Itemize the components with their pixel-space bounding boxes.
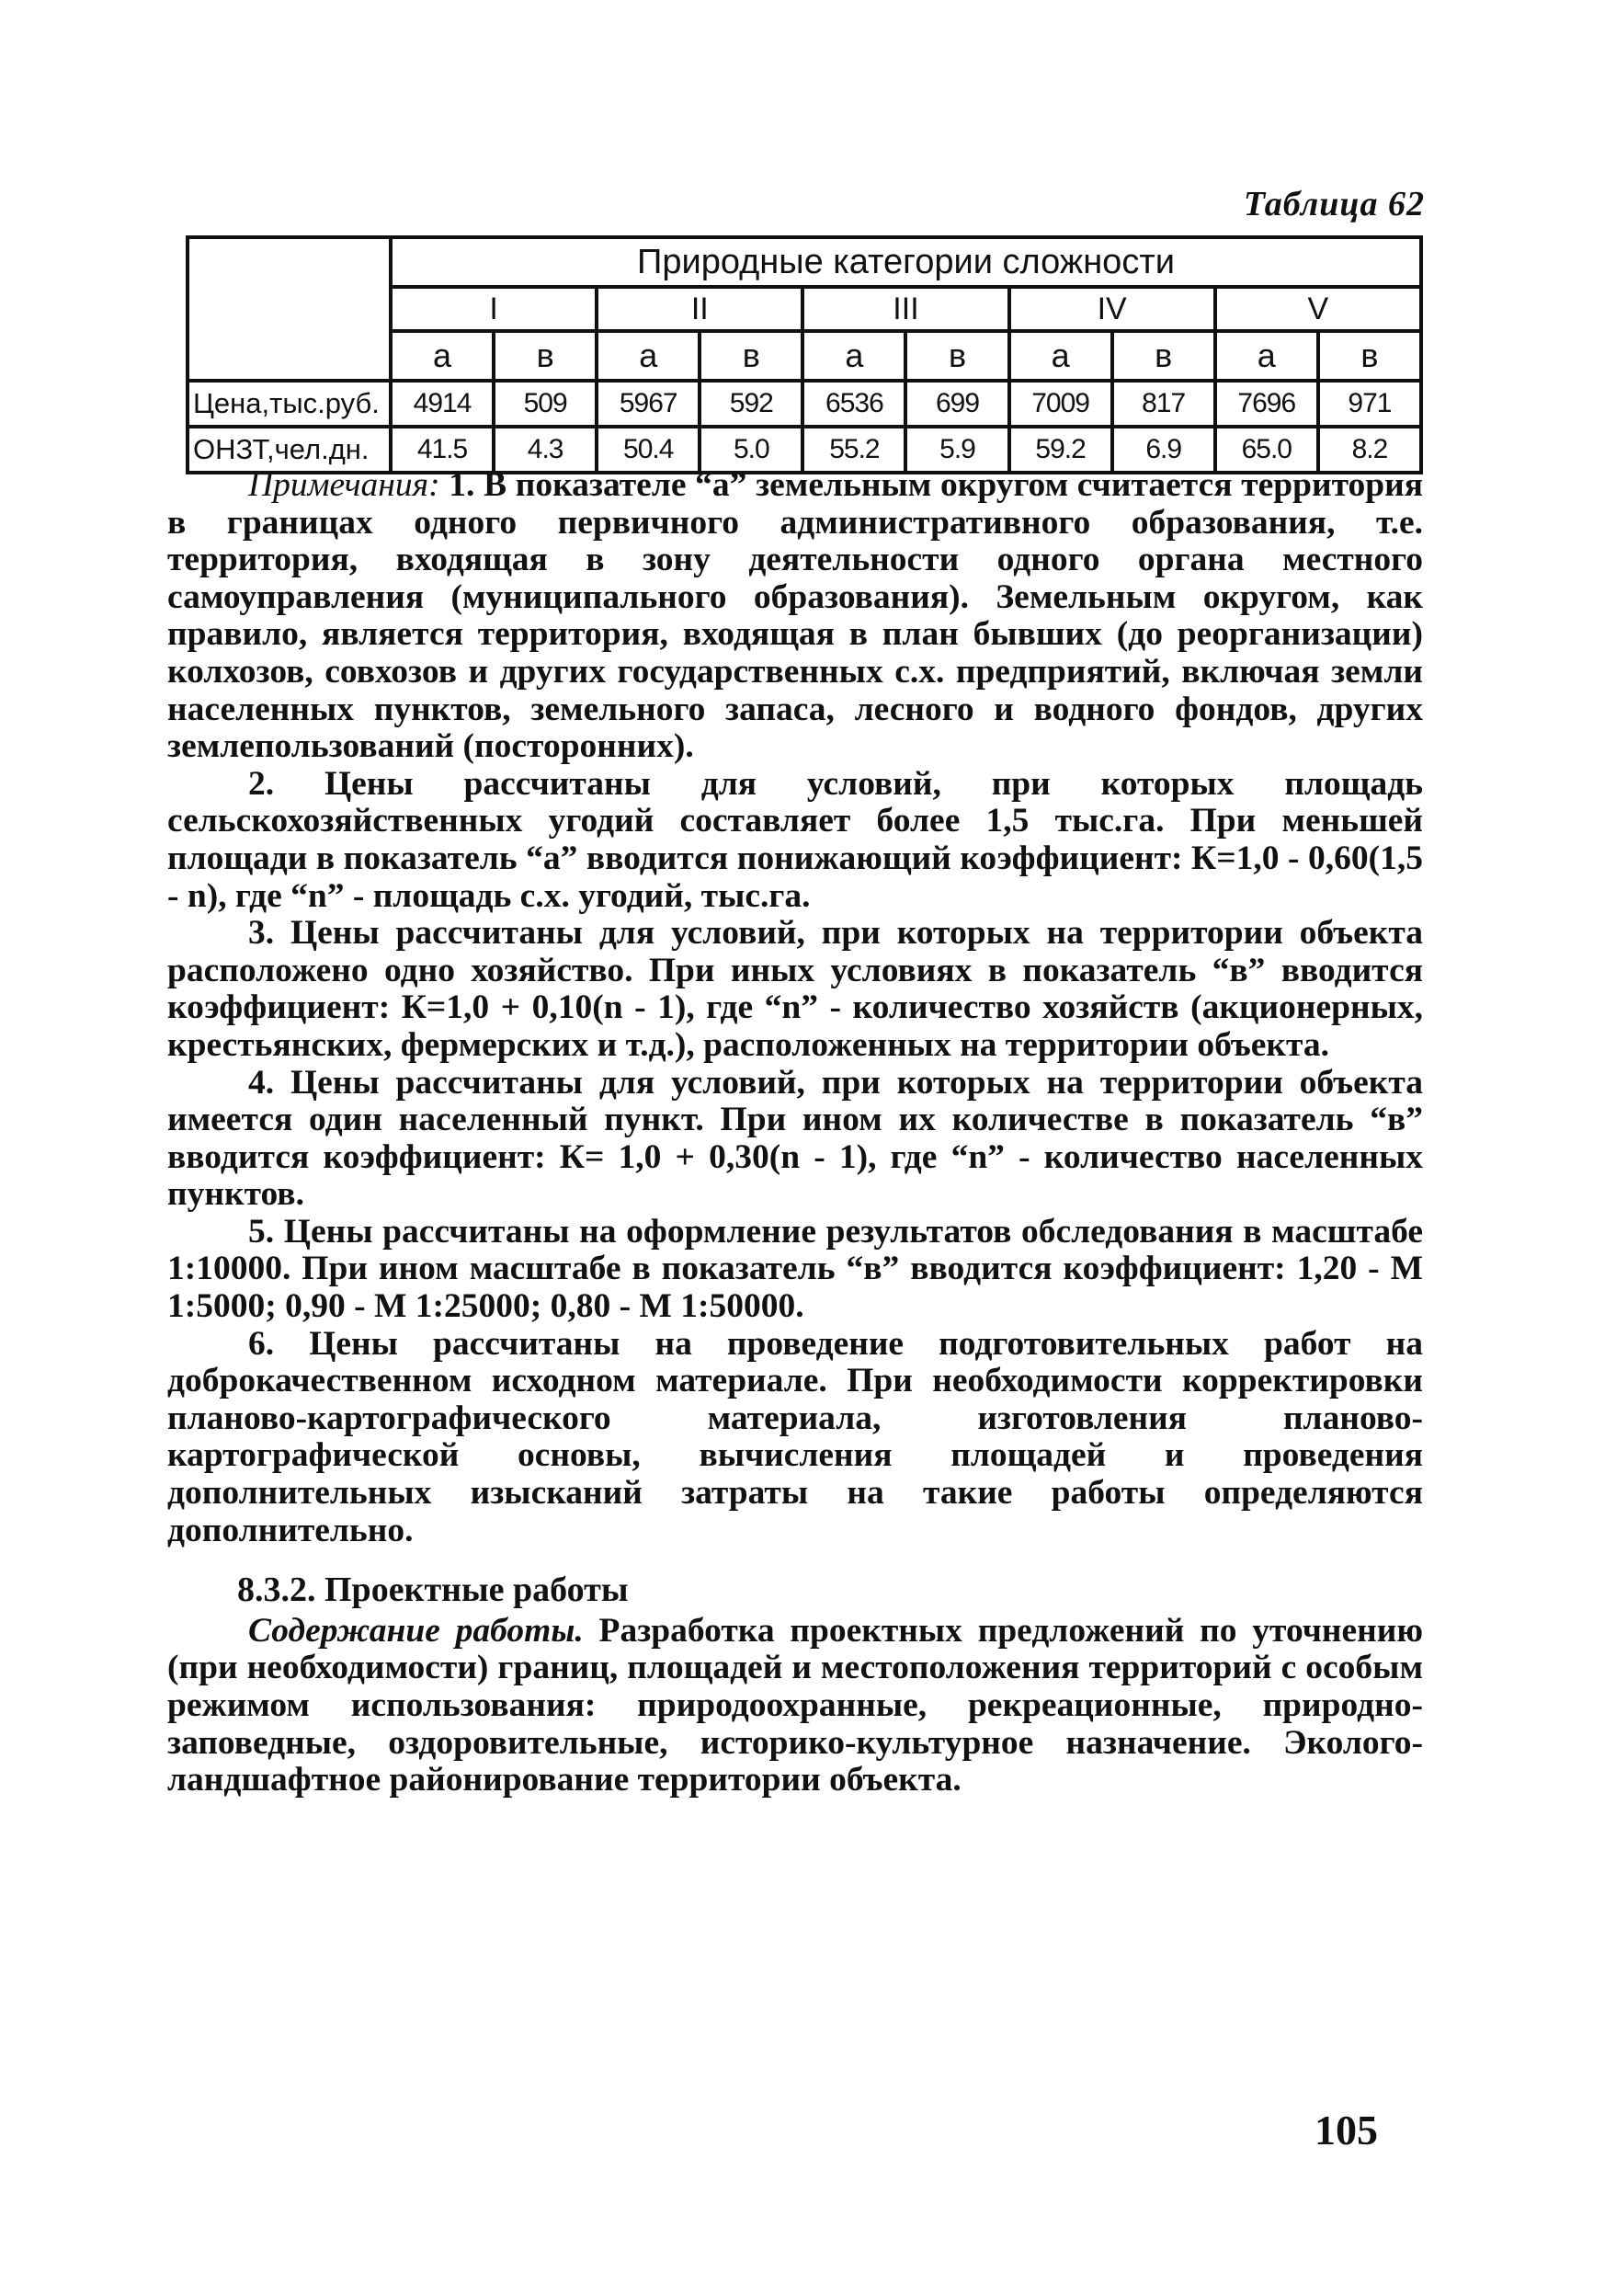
table-caption: Таблица 62	[1243, 185, 1425, 223]
table-cell: 55.2	[802, 427, 905, 473]
table-row	[188, 381, 1421, 427]
page-number: 105	[1314, 2107, 1378, 2153]
row-label: ОНЗТ,чел.дн.	[188, 427, 391, 473]
table-cell: 4914	[391, 381, 494, 427]
subheader-cell: в	[700, 331, 802, 381]
subheader-cell: в	[905, 331, 1008, 381]
table-cell: 7696	[1215, 381, 1318, 427]
note-paragraph: 5. Цены рассчитаны на оформление результатов обследования в масштабе 1:10000. При ином масштабе в показатель “в” вводится коэффициент: 1,20 - М 1:5000; 0,90 - М 1:25000; 0,80 - М 1:50000.	[167, 1212, 1423, 1326]
note-paragraph: 2. Цены рассчитаны для условий, при которых площадь сельскохозяйственных угодий составляет более 1,5 тыс.га. При меньшей площади в показатель “а” вводится понижающий коэффициент: К=1,0 - 0,60(1,5 - n), где “n” - площадь с.х. угодий, тыс.га.	[167, 764, 1423, 915]
note-paragraph	[167, 467, 1423, 766]
note-text: 1. В показателе “а” земельным округом считается территория в границах одного первичного административного образования, т.е. территория, входящая в зону деятельности одного органа местного самоуправления (муниципального образования). Земельным округом, как правило, является территория, входящая в план бывших (до реорганизации) колхозов, совхозов и других государственных с.х. предприятий, включая земли населенных пунктов, земельного запаса, лесного и водного фондов, других землепользований (посторонних).	[167, 466, 1424, 766]
subheader-cell: а	[1215, 331, 1318, 381]
row-label: Цена,тыс.руб.	[188, 381, 391, 427]
subheader-cell: в	[1318, 331, 1421, 381]
table-group-header: Природные категории сложности	[391, 237, 1421, 287]
table-cell: 50.4	[597, 427, 700, 473]
table-cell: 6.9	[1112, 427, 1215, 473]
category-header: IV	[1009, 287, 1215, 331]
table-cell: 5967	[597, 381, 700, 427]
category-header: I	[391, 287, 597, 331]
table-cell: 65.0	[1215, 427, 1318, 473]
subheader-cell: а	[802, 331, 905, 381]
notes-body	[167, 467, 1423, 1799]
section-title: 8.3.2. Проектные работы	[237, 1571, 629, 1610]
table-cell: 5.0	[700, 427, 802, 473]
category-header: III	[802, 287, 1008, 331]
price-table	[186, 235, 1423, 474]
category-header: II	[597, 287, 802, 331]
subheader-cell: а	[597, 331, 700, 381]
table-cell: 592	[700, 381, 802, 427]
category-header: V	[1215, 287, 1421, 331]
table-cell: 971	[1318, 381, 1421, 427]
subheader-cell: а	[391, 331, 494, 381]
subheader-cell: в	[494, 331, 597, 381]
subheader-cell: в	[1112, 331, 1215, 381]
table-cell: 7009	[1009, 381, 1112, 427]
section-paragraph	[167, 1613, 1423, 1799]
table-cell: 817	[1112, 381, 1215, 427]
table-cell: 59.2	[1009, 427, 1112, 473]
table-cell: 8.2	[1318, 427, 1421, 473]
section-lead: Содержание работы.	[248, 1611, 584, 1650]
table-cell: 41.5	[391, 427, 494, 473]
subheader-cell: а	[1009, 331, 1112, 381]
section-text: Разработка проектных предложений по уточнению (при необходимости) границ, площадей и местоположения территорий с особым режимом использования: природоохранные, рекреационные, природно-заповедные, оздоровительные, историко-культурное назначение. Эколого-ландшафтное районирование территории объекта.	[167, 1611, 1424, 1799]
note-paragraph: 3. Цены рассчитаны для условий, при которых на территории объекта расположено одно хозяйство. При иных условиях в показатель “в” вводится коэффициент: К=1,0 + 0,10(n - 1), где “n” - количество хозяйств (акционерных, крестьянских, фермерских и т.д.), расположенных на территории объекта.	[167, 914, 1423, 1064]
table-corner-cell	[188, 237, 391, 381]
notes-label: Примечания:	[248, 466, 440, 504]
note-paragraph: 4. Цены рассчитаны для условий, при которых на территории объекта имеется один населенный пункт. При ином их количестве в показатель “в” вводится коэффициент: К= 1,0 + 0,30(n - 1), где “n” - количество населенных пунктов.	[167, 1063, 1423, 1214]
table-cell: 699	[905, 381, 1008, 427]
table-cell: 6536	[802, 381, 905, 427]
table-cell: 4.3	[494, 427, 597, 473]
note-paragraph: 6. Цены рассчитаны на проведение подготовительных работ на доброкачественном исходном материале. При необходимости корректировки планово-картографического материала, изготовления планово-картографической основы, вычисления площадей и проведения дополнительных изысканий затраты на такие работы определяются дополнительно.	[167, 1324, 1423, 1549]
table-cell: 509	[494, 381, 597, 427]
table-cell: 5.9	[905, 427, 1008, 473]
